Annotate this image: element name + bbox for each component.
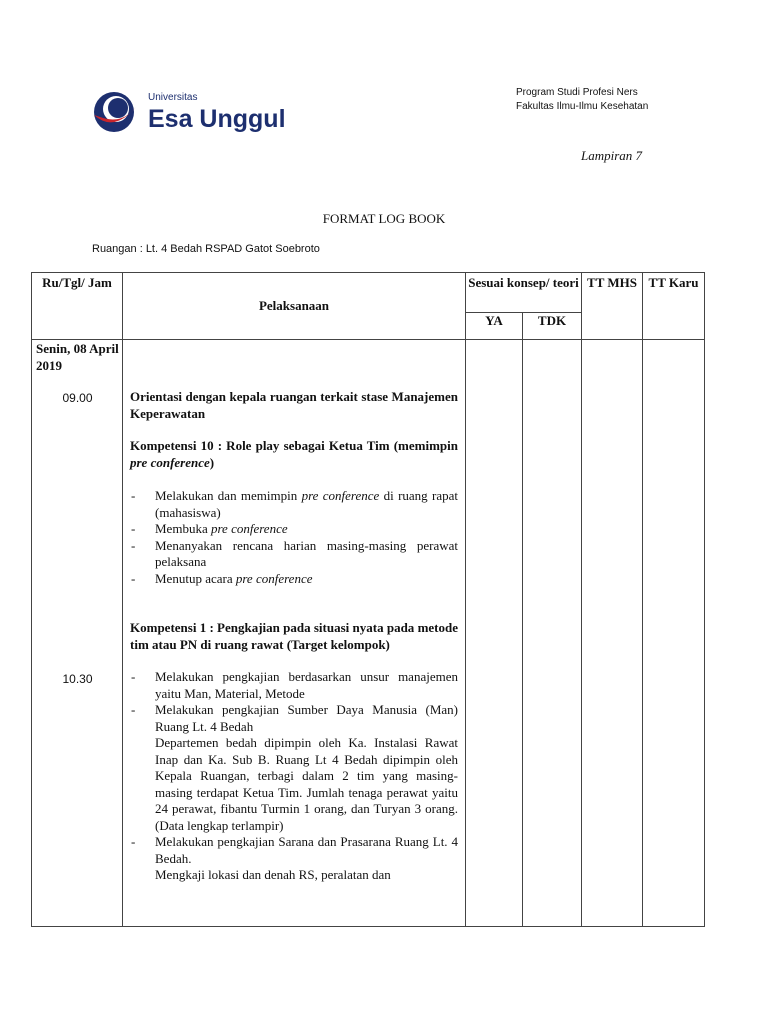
col-sesuai-header: Sesuai konsep/ teori	[466, 273, 582, 313]
program-name: Program Studi Profesi Ners	[516, 87, 638, 98]
kompetensi-1-list	[130, 669, 458, 884]
logo-big-text: Esa Unggul	[148, 105, 286, 133]
time-1030: 10.30	[62, 671, 93, 686]
ruangan-label: Ruangan : Lt. 4 Bedah RSPAD Gatot Soebroto	[92, 243, 320, 255]
university-logo	[92, 85, 292, 137]
ya-cell	[466, 340, 523, 927]
col-tt-mhs-header: TT MHS	[582, 273, 643, 340]
col-date-header: Ru/Tgl/ Jam	[32, 273, 123, 340]
kompetensi-1-title: Kompetensi 1 : Pengkajian pada situasi nyata pada metode tim atau PN di ruang rawat (Target kelompok)	[130, 620, 458, 652]
tdk-cell	[523, 340, 582, 927]
list-item: - Membuka pre conference	[130, 521, 458, 538]
col-tt-karu-header: TT Karu	[643, 273, 705, 340]
kompetensi-10-list	[130, 488, 458, 587]
orientasi-text: Orientasi dengan kepala ruangan terkait stase Manajemen Keperawatan	[130, 389, 458, 421]
col-pelaksanaan-header: Pelaksanaan	[123, 273, 466, 340]
date-time-cell	[32, 340, 123, 927]
table-header-row	[32, 273, 705, 313]
page-title: FORMAT LOG BOOK	[322, 211, 446, 226]
pelaksanaan-cell	[123, 340, 466, 927]
lampiran-label: Lampiran 7	[581, 148, 643, 163]
logbook-table	[31, 272, 705, 927]
list-item: - Menanyakan rencana harian masing-masing perawat pelaksana	[130, 538, 458, 571]
tt-mhs-cell	[582, 340, 643, 927]
institution-block	[516, 86, 648, 114]
row-date: Senin, 08 April 2019	[36, 341, 119, 373]
time-0900: 09.00	[62, 391, 93, 405]
list-item: - Menutup acara pre conference	[130, 571, 458, 588]
tt-karu-cell	[643, 340, 705, 927]
list-item: - Melakukan pengkajian Sumber Daya Manusia (Man) Ruang Lt. 4 Bedah Departemen bedah dipimpin oleh Ka. Instalasi Rawat Inap dan Ka. Sub B. Ruang Lt 4 Bedah dipimpin oleh Kepala Ruangan, terbagi dalam 2 tim yang masing-masing terdapat Ketua Tim. Jumlah tenaga perawat yaitu 24 perawat, fibantu Turmin 1 orang, dan Turyan 3 orang. (Data lengkap terlampir)	[130, 702, 458, 834]
logo-small-text: Universitas	[148, 92, 198, 103]
list-item: - Melakukan pengkajian berdasarkan unsur manajemen yaitu Man, Material, Metode	[130, 669, 458, 702]
kompetensi-10-title: Kompetensi 10 : Role play sebagai Ketua Tim (memimpin pre conference)	[130, 438, 458, 470]
table-row	[32, 340, 705, 927]
faculty-name: Fakultas Ilmu-Ilmu Kesehatan	[516, 101, 649, 112]
col-tdk-header: TDK	[523, 313, 582, 340]
sdm-detail: Departemen bedah dipimpin oleh Ka. Instalasi Rawat Inap dan Ka. Sub B. Ruang Lt 4 Bedah dipimpin oleh Kepala Ruangan, terbagi dalam 2 tim yang masing-masing terdapat Ketua Tim. Jumlah tenaga perawat yaitu 24 perawat, fibantu Turmin 1 orang, dan Turyan 3 orang. (Data lengkap terlampir)	[155, 735, 458, 833]
list-item: - Melakukan dan memimpin pre conference di ruang rapat (mahasiswa)	[130, 488, 458, 521]
list-item: - Melakukan pengkajian Sarana dan Prasarana Ruang Lt. 4 Bedah. Mengkaji lokasi dan denah RS, peralatan dan	[130, 834, 458, 884]
col-ya-header: YA	[466, 313, 523, 340]
sarana-detail: Mengkaji lokasi dan denah RS, peralatan dan	[155, 867, 391, 882]
